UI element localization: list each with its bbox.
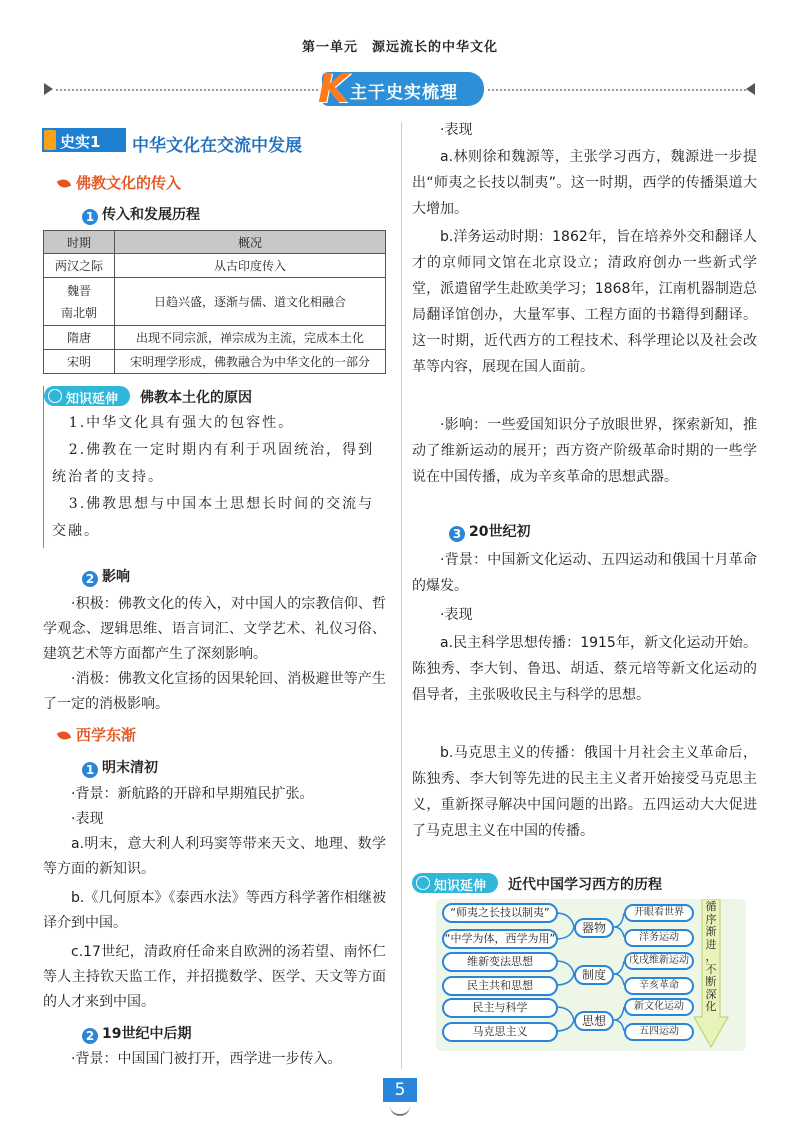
- subheading-ming-qing: 1 明末清初: [82, 757, 158, 778]
- table-cell: 魏晋 南北朝: [44, 278, 115, 326]
- knowledge-extension-2: [412, 873, 757, 1073]
- buddhism-heading: 佛教文化的传入: [58, 172, 181, 193]
- subheading-19th: 2 19世纪中后期: [82, 1023, 191, 1044]
- diagram-category: 制度: [574, 965, 614, 985]
- number-badge: 3: [449, 526, 465, 542]
- ming-item-b: b.《几何原本》《泰西水法》等西方科学著作相继被译介到中国。: [43, 890, 386, 931]
- knowledge-extension-box: [43, 386, 387, 548]
- 19th-perf-label: ·表现: [440, 122, 473, 138]
- diagram-left-item: 维新变法思想: [442, 952, 558, 972]
- table-cell: 隋唐: [44, 326, 115, 350]
- table-header: 时期: [44, 231, 115, 254]
- section-label: [42, 128, 126, 152]
- clock-icon: [416, 876, 430, 890]
- column-separator: [401, 122, 402, 1069]
- table-cell: 从古印度传入: [115, 254, 386, 278]
- page-number: 5: [383, 1078, 417, 1102]
- table-cell: 出现不同宗派，禅宗成为主流，完成本土化: [115, 326, 386, 350]
- section-banner: [318, 66, 484, 112]
- extension-item: 2.佛教在一定时期内有利于巩固统治，得到统治者的支持。: [52, 442, 375, 485]
- 20th-perf-label: ·表现: [440, 607, 473, 623]
- subheading-20th: 3 20世纪初: [449, 521, 530, 542]
- diagram-right-item: 新文化运动: [624, 998, 694, 1016]
- table-header: 概况: [115, 231, 386, 254]
- subheading-impact: 2 影响: [82, 566, 130, 587]
- clock-icon: [48, 389, 62, 403]
- west-heading: 西学东渐: [58, 724, 136, 745]
- knowledge-extension-label: 知识延伸: [412, 873, 498, 893]
- leaf-icon: [57, 729, 71, 742]
- diagram-category: 器物: [574, 918, 614, 938]
- leaf-icon: [57, 177, 71, 190]
- section-label-text: 史实1: [60, 133, 101, 151]
- diagram-left-item: 民主共和思想: [442, 976, 558, 996]
- diagram-left-item: 马克思主义: [442, 1022, 558, 1042]
- table-cell: 两汉之际: [44, 254, 115, 278]
- extension-item: 3.佛教思想与中国本土思想长时间的交流与交融。: [52, 496, 375, 539]
- diagram-right-item: 五四运动: [624, 1023, 694, 1041]
- diagram-right-item: 辛亥革命: [624, 977, 694, 995]
- unit-title: 第一单元 源远流长的中华文化: [301, 40, 498, 55]
- number-badge: 1: [82, 762, 98, 778]
- table-cell: 宋明: [44, 350, 115, 374]
- progress-arrow-text: 循 序 渐 进 ， 不 断 深 化: [705, 900, 717, 1013]
- table-cell: 日趋兴盛，逐渐与儒、道文化相融合: [115, 278, 386, 326]
- table-cell: 宋明理学形成，佛教融合为中华文化的一部分: [115, 350, 386, 374]
- subheading-history: 1 传入和发展历程: [82, 204, 200, 225]
- diagram-right-item: 洋务运动: [624, 929, 694, 947]
- impact-negative: ·消极：佛教文化宣扬的因果轮回、消极避世等产生了一定的消极影响。: [43, 671, 386, 712]
- number-badge: 1: [82, 209, 98, 225]
- learning-west-diagram: [436, 899, 746, 1051]
- left-arrow-icon: [44, 83, 53, 95]
- ming-perf-label: ·表现: [71, 811, 104, 827]
- diagram-right-item: 开眼看世界: [624, 904, 694, 922]
- ming-item-c: c.17世纪，清政府任命来自欧洲的汤若望、南怀仁等人主持钦天监工作，并招揽数学、医学、天文等方面的人才来到中国。: [43, 944, 386, 1010]
- 19th-impact: ·影响：一些爱国知识分子放眼世界，探索新知，推动了维新运动的展开；西方资产阶级革命时期的一些学说在中国传播，成为辛亥革命的思想武器。: [412, 417, 757, 485]
- bird-icon: [390, 1106, 410, 1116]
- diagram-left-item: “师夷之长技以制夷”: [442, 903, 558, 923]
- banner-title: 主干史实梳理: [350, 83, 458, 103]
- extension-title: 近代中国学习西方的历程: [508, 877, 662, 893]
- diagram-category: 思想: [574, 1011, 614, 1031]
- ming-item-a: a.明末，意大利人利玛窦等带来天文、地理、数学等方面的新知识。: [43, 836, 386, 877]
- knowledge-extension-label: 知识延伸: [44, 386, 130, 406]
- 20th-background: ·背景：中国新文化运动、五四运动和俄国十月革命的爆发。: [412, 552, 757, 594]
- 19th-item-a: a.林则徐和魏源等，主张学习西方，魏源进一步提出“师夷之长技以制夷”。这一时期，西学的传播渠道大大增加。: [412, 149, 757, 217]
- number-badge: 2: [82, 571, 98, 587]
- 20th-item-b: b.马克思主义的传播：俄国十月社会主义革命后，陈独秀、李大钊等先进的民主主义者开始接受马克思主义，重新探寻解决中国问题的出路。五四运动大大促进了马克思主义在中国的传播。: [412, 745, 757, 839]
- right-arrow-icon: [746, 83, 755, 95]
- banner-k-icon: K: [318, 66, 349, 112]
- diagram-right-item: 戊戌维新运动: [624, 952, 694, 970]
- ming-background: ·背景：新航路的开辟和早期殖民扩张。: [71, 786, 314, 802]
- 19th-item-b: b.洋务运动时期：1862年，旨在培养外交和翻译人才的京师同文馆在北京设立；清政府创办一些新式学堂，派遣留学生赴欧美学习；1868年，江南机器制造总局翻译馆创办，大量军事、工程方面的书籍得到翻译。这一时期，近代西方的工程技术、科学理论以及社会改革等内容，展现在国人面前。: [412, 229, 757, 375]
- header-divider-left: [56, 89, 318, 91]
- header-divider-right: [488, 89, 746, 91]
- extension-title: 佛教本土化的原因: [140, 390, 252, 406]
- diagram-left-item: 民主与科学: [442, 998, 558, 1018]
- impact-positive: ·积极：佛教文化的传入，对中国人的宗教信仰、哲学观念、逻辑思维、语言词汇、文学艺术、礼仪习俗、建筑艺术等方面都产生了深刻影响。: [43, 596, 386, 662]
- section-title: 中华文化在交流中发展: [132, 136, 302, 156]
- 20th-item-a: a.民主科学思想传播：1915年，新文化运动开始。陈独秀、李大钊、鲁迅、胡适、蔡元培等新文化运动的倡导者，主张吸收民主与科学的思想。: [412, 635, 757, 703]
- history-table: [43, 230, 386, 374]
- 19th-background: ·背景：中国国门被打开，西学进一步传入。: [71, 1051, 342, 1067]
- diagram-left-item: “中学为体，西学为用”: [442, 929, 558, 949]
- number-badge: 2: [82, 1028, 98, 1044]
- book-icon: [44, 130, 56, 150]
- extension-item: 1.中华文化具有强大的包容性。: [68, 415, 295, 431]
